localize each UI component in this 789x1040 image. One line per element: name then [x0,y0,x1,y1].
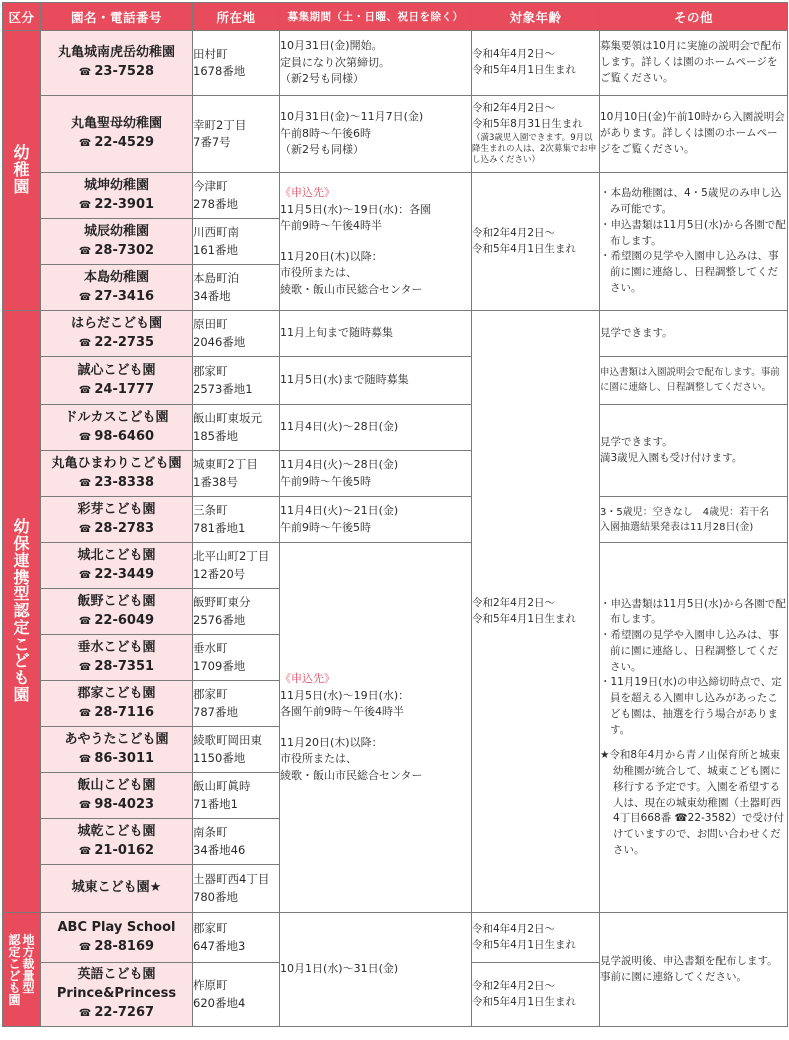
address-cell: 綾歌町岡田東 1150番地 [193,727,280,773]
school-phone: ☎ 27-3416 [41,288,192,307]
address-cell: 土器町西4丁目 780番地 [193,865,280,913]
school-name-cell [41,543,193,589]
school-name: 郡家こども園 [77,685,156,701]
header-period: 募集期間（土・日曜、祝日を除く） [280,3,472,31]
school-name-cell [41,405,193,451]
period-cell: 《申込先》 11月5日(水)～19日(水)：各園 午前9時～午後4時半 11月20日(木)以降： 市役所または、 綾歌・飯山市民総合センター [280,173,472,311]
age-cell: 令和2年4月2日～ 令和5年8月31日生まれ （満3歳児入園できます。9月以降生まれの人は、2次募集でお申し込みください） [472,96,600,173]
school-phone: ☎ 24-1777 [41,381,192,400]
school-name: 城北こども園 [77,547,156,563]
age-cell: 令和2年4月2日～ 令和5年4月1日生まれ [472,963,600,1027]
table-row [3,357,788,405]
school-name: ドルカスこども園 [64,409,169,425]
address-cell: 田村町 1678番地 [193,31,280,96]
school-name-cell [41,219,193,265]
address-cell: 本島町泊 34番地 [193,265,280,311]
address-cell: 柞原町 620番地4 [193,963,280,1027]
school-name-cell [41,963,193,1027]
school-name: 城乾こども園 [77,823,156,839]
school-phone: ☎ 98-6460 [41,428,192,447]
age-cell: 令和4年4月2日～ 令和5年4月1日生まれ [472,913,600,963]
period-cell: 《申込先》 11月5日(水)～19日(水)： 各園午前9時～午後4時半 11月20日(木)以降： 市役所または、 綾歌・飯山市民総合センター [280,543,472,913]
school-phone: ☎ 28-7351 [41,658,192,677]
period-cell: 10月31日(金)～11月7日(金) 午前8時～午後6時 （新2号も同様） [280,96,472,173]
address-cell: 原田町 2046番地 [193,311,280,357]
category-kindergarten: 幼 稚 園 [3,31,41,311]
school-phone: ☎ 28-2783 [41,520,192,539]
other-cell: 3・5歳児：空きなし 4歳児：若干名 入園抽選結果発表は11月28日(金) [600,497,788,543]
school-name: あやうたこども園 [64,731,169,747]
table-row [3,31,788,96]
other-cell: 募集要領は10月に実施の説明会で配布します。詳しくは園のホームページをご覧ください。 [600,31,788,96]
school-name: 本島幼稚園 [83,269,149,285]
address-cell: 今津町 278番地 [193,173,280,219]
age-cell: 令和2年4月2日～ 令和5年4月1日生まれ [472,311,600,913]
school-name-secondary: Prince&Princess [56,986,177,1002]
period-cell: 11月4日(火)～28日(金) [280,405,472,451]
other-cell: 見学できます。 [600,311,788,357]
school-phone: ☎ 28-7116 [41,704,192,723]
school-phone: ☎ 21-0162 [41,842,192,861]
category-local-kodomoen: 認 定 こ ど も 園 地 方 裁 量 型 [3,913,41,1027]
school-name: 彩芽こども園 [77,501,156,517]
header-age: 対象年齢 [472,3,600,31]
school-name: 城坤幼稚園 [83,177,149,193]
school-name-cell [41,773,193,819]
school-name-cell [41,865,193,913]
period-cell: 10月31日(金)開始。 定員になり次第締切。 （新2号も同様） [280,31,472,96]
school-phone: ☎ 23-7528 [41,63,192,82]
school-name-cell [41,96,193,173]
school-name: 丸亀城南虎岳幼稚園 [57,45,175,61]
address-cell: 川西町南 161番地 [193,219,280,265]
address-cell: 垂水町 1709番地 [193,635,280,681]
table-row [3,405,788,451]
school-phone: ☎ 22-6049 [41,612,192,631]
school-name-cell [41,681,193,727]
age-cell: 令和2年4月2日～ 令和5年4月1日生まれ [472,173,600,311]
period-cell: 11月上旬まで随時募集 [280,311,472,357]
header-address: 所在地 [193,3,280,31]
table-row [3,913,788,963]
school-phone: ☎ 98-4023 [41,796,192,815]
school-name: 城辰幼稚園 [83,223,149,239]
school-name: 丸亀聖母幼稚園 [70,116,162,132]
address-cell: 北平山町2丁目 12番20号 [193,543,280,589]
address-cell: 郡家町 647番地3 [193,913,280,963]
school-name: 丸亀ひまわりこども園 [51,455,182,471]
address-cell: 飯山町東坂元 185番地 [193,405,280,451]
school-name-cell [41,727,193,773]
category-kodomoen: 幼 保 連 携 型 認 定 こ ど も 園 [3,311,41,913]
school-name: 城東こども園★ [71,880,162,896]
school-name: 飯野こども園 [77,593,156,609]
period-cell: 11月4日(火)～28日(金) 午前9時～午後5時 [280,451,472,497]
header-other: その他 [600,3,788,31]
school-phone: ☎ 22-7267 [41,1004,192,1023]
school-phone: ☎ 86-3011 [41,750,192,769]
school-phone: ☎ 22-3449 [41,566,192,585]
address-cell: 飯野町東分 2576番地 [193,589,280,635]
school-phone: ☎ 28-8169 [41,938,192,957]
school-name-cell [41,311,193,357]
header-row [3,3,788,31]
school-name-cell [41,635,193,681]
other-cell: 見学説明後、申込書類を配布します。事前に園に連絡してください。 [600,913,788,1027]
period-cell: 11月5日(水)まで随時募集 [280,357,472,405]
school-name-cell [41,589,193,635]
header-category: 区分 [3,3,41,31]
school-name: 誠心こども園 [77,362,156,378]
period-cell: 11月4日(火)～21日(金) 午前9時～午後5時 [280,497,472,543]
address-cell: 南条町 34番地46 [193,819,280,865]
school-name: はらだこども園 [70,315,162,331]
table-row [3,173,788,219]
school-name-cell [41,31,193,96]
address-cell: 郡家町 787番地 [193,681,280,727]
address-cell: 飯山町眞時 71番地1 [193,773,280,819]
other-cell: 申込書類は入園説明会で配布します。事前に園に連絡し、日程調整してください。 [600,357,788,405]
school-phone: ☎ 23-8338 [41,474,192,493]
school-name-cell [41,173,193,219]
table-row [3,96,788,173]
address-cell: 城東町2丁目 1番38号 [193,451,280,497]
period-cell: 10月1日(水)～31日(金) [280,913,472,1027]
school-name-cell [41,913,193,963]
school-name-cell [41,451,193,497]
other-cell: ・申込書類は11月5日(水)から各園で配布します。 ・希望園の見学や入園申し込みは、事前に園に連絡し、日程調整してください。 ・11月19日(水)の申込締切時点で、定員を超える入園申し込みがあったこども園は、抽選を行う場合があります。 ★令和8年4月から青ノ山保育所と城東幼稚園が統合して、城東こども園に移行する予定です。入園を希望する人は、現在の城東幼稚園（土器町西4丁目668番 ☎22-3582）で受け付けていますので、お問い合わせください。 [600,543,788,913]
school-name: 飯山こども園 [77,777,156,793]
school-name-cell [41,357,193,405]
address-cell: 三条町 781番地1 [193,497,280,543]
other-cell: ・本島幼稚園は、4・5歳児のみ申し込み可能です。 ・申込書類は11月5日(水)から各園で配布します。 ・希望園の見学や入園申し込みは、事前に園に連絡し、日程調整してください。 [600,173,788,311]
table-row [3,497,788,543]
school-name-cell [41,497,193,543]
header-name-phone: 園名・電話番号 [41,3,193,31]
school-phone: ☎ 22-3901 [41,196,192,215]
school-name-cell [41,265,193,311]
school-phone: ☎ 28-7302 [41,242,192,261]
school-phone: ☎ 22-4529 [41,134,192,153]
school-name: 垂水こども園 [77,639,156,655]
table-row [3,311,788,357]
school-name: 英語こども園 [77,967,156,983]
school-name-cell [41,819,193,865]
other-cell: 見学できます。 満3歳児入園も受け付けます。 [600,405,788,497]
other-cell: 10月10日(金)午前10時から入園説明会があります。詳しくは園のホームページをご覧ください。 [600,96,788,173]
school-name: ABC Play School [57,919,176,935]
age-cell: 令和4年4月2日～ 令和5年4月1日生まれ [472,31,600,96]
address-cell: 郡家町 2573番地1 [193,357,280,405]
table-row [3,543,788,589]
enrollment-table [2,2,788,1027]
school-phone: ☎ 22-2735 [41,334,192,353]
address-cell: 幸町2丁目 7番7号 [193,96,280,173]
